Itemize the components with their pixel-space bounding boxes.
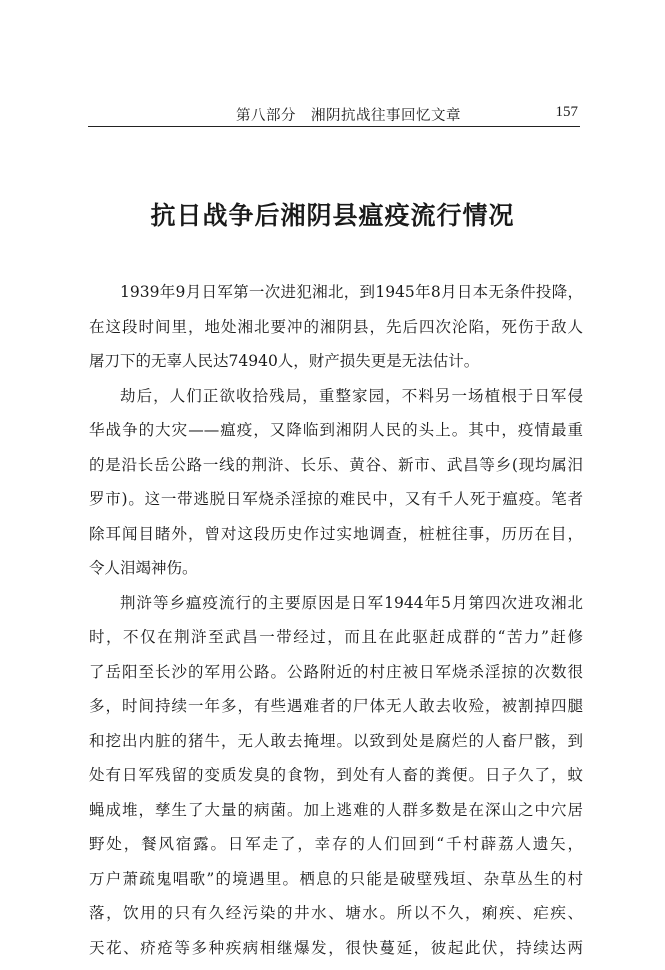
text-line: 天花、疥疮等多种疾病相继爆发，很快蔓延，彼起此伏，持续达两 — [89, 936, 583, 970]
text-line: 的是沿长岳公路一线的荆浒、长乐、黄谷、新市、武昌等乡(现均属汨 — [89, 453, 583, 488]
text-line: 时，不仅在荆浒至武昌一带经过，而且在此驱赶成群的“苦力”赶修 — [89, 625, 583, 660]
header-section-title: 第八部分 湘阴抗战往事回忆文章 — [236, 104, 461, 125]
text-line: 蝇成堆，孳生了大量的病菌。加上逃难的人群多数是在深山之中穴居 — [89, 798, 583, 833]
text-line: 屠刀下的无辜人民达74940人，财产损失更是无法估计。 — [89, 349, 583, 384]
article-title: 抗日战争后湘阴县瘟疫流行情况 — [0, 196, 665, 232]
text-line: 落，饮用的只有久经污染的井水、塘水。所以不久，痢疾、疟疾、 — [89, 901, 583, 936]
text-line: 万户萧疏鬼唱歌”的境遇里。栖息的只能是破壁残垣、杂草丛生的村 — [89, 867, 583, 902]
text-line: 罗市)。这一带逃脱日军烧杀淫掠的难民中，又有千人死于瘟疫。笔者 — [89, 487, 583, 522]
article-body — [89, 280, 583, 970]
text-line: 华战争的大灾——瘟疫，又降临到湘阴人民的头上。其中，疫情最重 — [89, 418, 583, 453]
text-line: 令人泪竭神伤。 — [89, 556, 583, 591]
running-header — [88, 100, 580, 127]
text-line: 在这段时间里，地处湘北要冲的湘阴县，先后四次沦陷，死伤于敌人 — [89, 315, 583, 350]
text-line: 荆浒等乡瘟疫流行的主要原因是日军1944年5月第四次进攻湘北 — [89, 591, 583, 626]
text-line: 劫后，人们正欲收拾残局，重整家园，不料另一场植根于日军侵 — [89, 384, 583, 419]
text-line: 多，时间持续一年多，有些遇难者的尸体无人敢去收殓，被割掉四腿 — [89, 694, 583, 729]
text-line: 了岳阳至长沙的军用公路。公路附近的村庄被日军烧杀淫掠的次数很 — [89, 660, 583, 695]
page-number: 157 — [556, 104, 579, 121]
text-line: 除耳闻目睹外，曾对这段历史作过实地调查，桩桩往事，历历在目， — [89, 522, 583, 557]
text-line: 和挖出内脏的猪牛，无人敢去掩埋。以致到处是腐烂的人畜尸骸，到 — [89, 729, 583, 764]
text-line: 野处，餐风宿露。日军走了，幸存的人们回到“千村薜荔人遗矢， — [89, 832, 583, 867]
text-line: 1939年9月日军第一次进犯湘北，到1945年8月日本无条件投降， — [89, 280, 583, 315]
text-line: 处有日军残留的变质发臭的食物，到处有人畜的粪便。日子久了，蚊 — [89, 763, 583, 798]
